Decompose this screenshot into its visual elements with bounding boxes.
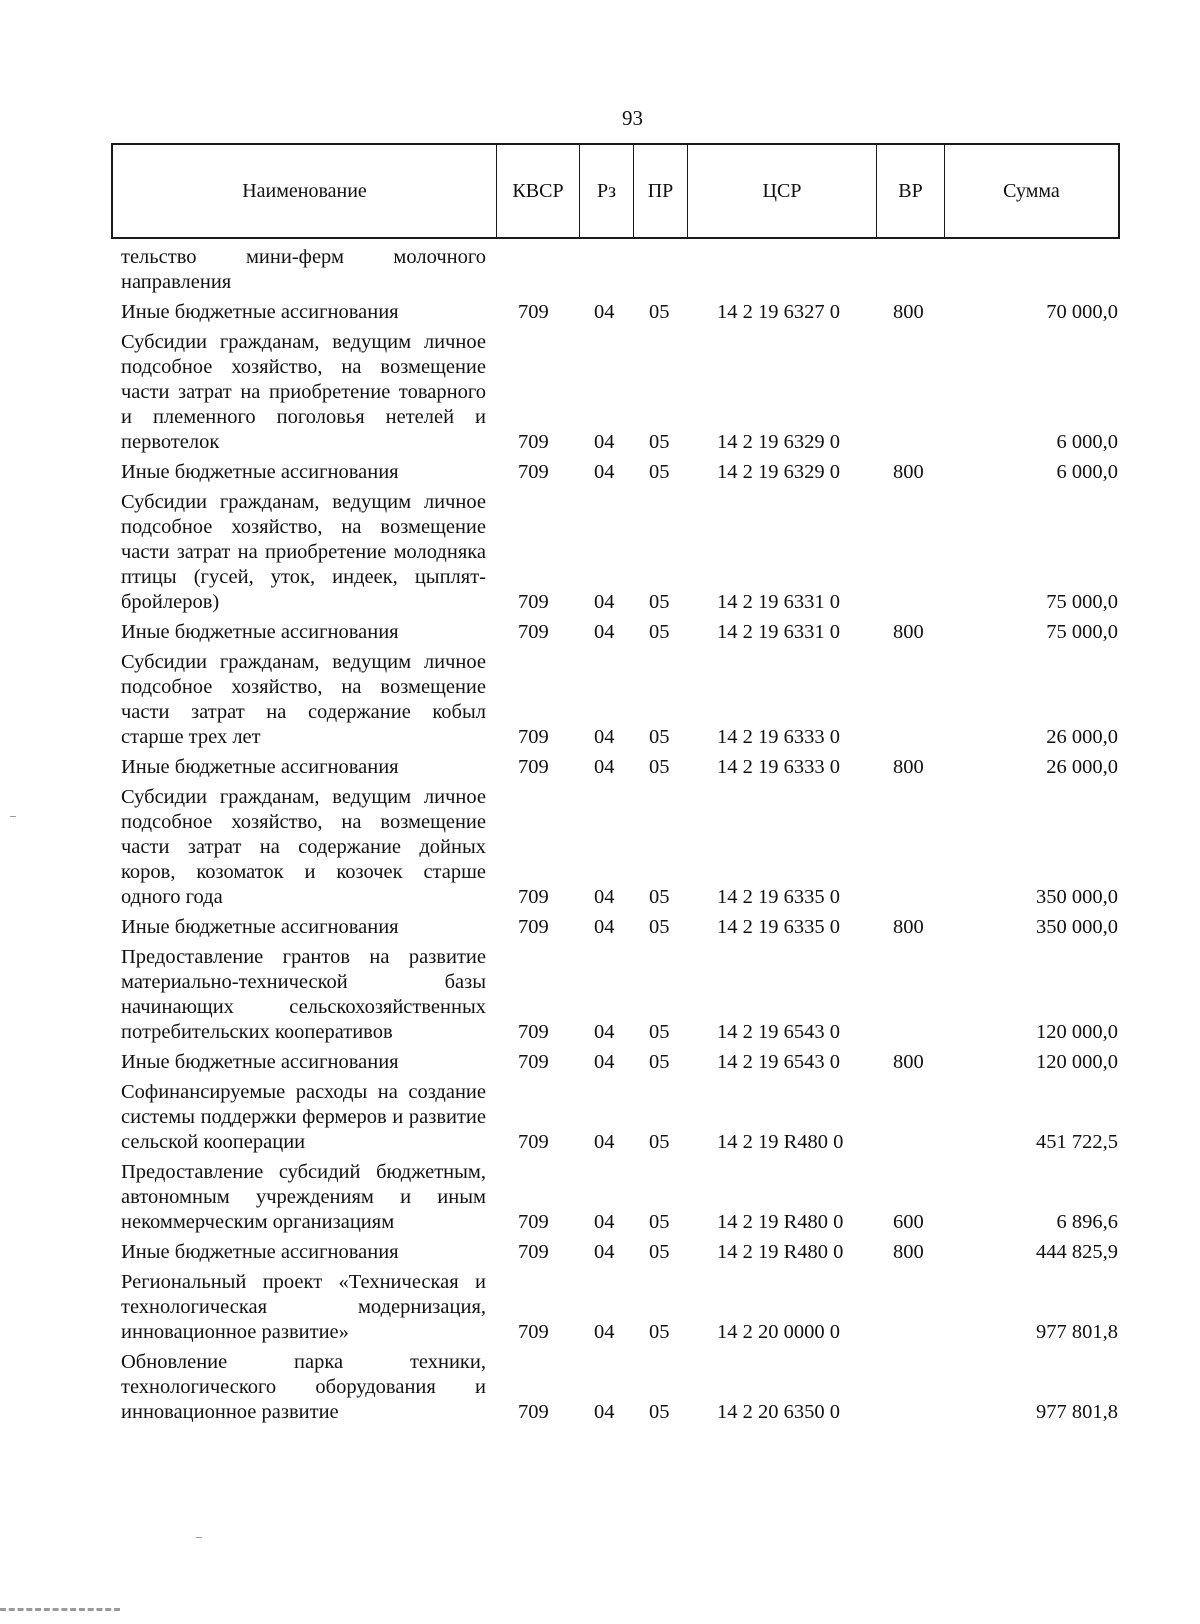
row-name: Предоставление грантов на развитие материально-технической базы начинающих сельскохозяйственных потребительских кооперативов xyxy=(121,946,486,1043)
table-row xyxy=(0,1050,1200,1075)
row-rz: 04 xyxy=(594,1321,615,1343)
row-sum: 977 801,8 xyxy=(1036,1321,1118,1343)
row-pr: 05 xyxy=(649,1321,670,1343)
row-csr: 14 2 19 6335 0 xyxy=(717,916,840,938)
row-csr: 14 2 20 6350 0 xyxy=(717,1401,840,1423)
row-pr: 05 xyxy=(649,1211,670,1233)
row-sum: 6 000,0 xyxy=(1056,461,1118,483)
row-vr: 800 xyxy=(893,621,924,643)
row-name: Иные бюджетные ассигнования xyxy=(121,916,399,938)
row-pr: 05 xyxy=(649,726,670,748)
row-rz: 04 xyxy=(594,1051,615,1073)
row-sum: 120 000,0 xyxy=(1036,1021,1118,1043)
row-pr: 05 xyxy=(649,1051,670,1073)
row-rz: 04 xyxy=(594,1241,615,1263)
row-vr: 800 xyxy=(893,916,924,938)
row-name: Субсидии гражданам, ведущим личное подсобное хозяйство, на возмещение части затрат на содержание дойных коров, козоматок и козочек старше одного года xyxy=(121,786,486,908)
row-kvsr: 709 xyxy=(518,1321,549,1343)
row-kvsr: 709 xyxy=(518,1021,549,1043)
row-vr: 800 xyxy=(893,756,924,778)
row-csr: 14 2 19 6543 0 xyxy=(717,1021,840,1043)
row-pr: 05 xyxy=(649,1131,670,1153)
row-pr: 05 xyxy=(649,756,670,778)
row-rz: 04 xyxy=(594,916,615,938)
row-rz: 04 xyxy=(594,621,615,643)
row-rz: 04 xyxy=(594,756,615,778)
row-kvsr: 709 xyxy=(518,591,549,613)
row-kvsr: 709 xyxy=(518,461,549,483)
row-csr: 14 2 19 6543 0 xyxy=(717,1051,840,1073)
row-kvsr: 709 xyxy=(518,1051,549,1073)
table-row xyxy=(0,490,1200,615)
row-csr: 14 2 19 6329 0 xyxy=(717,431,840,453)
row-sum: 350 000,0 xyxy=(1036,916,1118,938)
table-row xyxy=(0,1160,1200,1235)
row-sum: 977 801,8 xyxy=(1036,1401,1118,1423)
row-name: Иные бюджетные ассигнования xyxy=(121,756,399,778)
table-row xyxy=(0,620,1200,645)
table-row xyxy=(0,245,1200,295)
row-kvsr: 709 xyxy=(518,301,549,323)
header-sum: Сумма xyxy=(1003,179,1060,202)
row-vr: 800 xyxy=(893,1051,924,1073)
table-row xyxy=(0,1350,1200,1425)
row-kvsr: 709 xyxy=(518,886,549,908)
row-kvsr: 709 xyxy=(518,756,549,778)
row-pr: 05 xyxy=(649,1401,670,1423)
row-pr: 05 xyxy=(649,1021,670,1043)
table-row xyxy=(0,300,1200,325)
row-vr: 800 xyxy=(893,461,924,483)
row-csr: 14 2 19 6327 0 xyxy=(717,301,840,323)
row-kvsr: 709 xyxy=(518,916,549,938)
row-sum: 26 000,0 xyxy=(1046,756,1118,778)
row-name: Субсидии гражданам, ведущим личное подсобное хозяйство, на возмещение части затрат на приобретение товарного и племенного поголовья нетелей и первотелок xyxy=(121,331,486,453)
row-rz: 04 xyxy=(594,591,615,613)
table-row xyxy=(0,1270,1200,1345)
row-csr: 14 2 19 R480 0 xyxy=(717,1131,844,1153)
row-rz: 04 xyxy=(594,431,615,453)
row-pr: 05 xyxy=(649,301,670,323)
row-csr: 14 2 19 6331 0 xyxy=(717,621,840,643)
row-rz: 04 xyxy=(594,726,615,748)
row-kvsr: 709 xyxy=(518,726,549,748)
row-sum: 75 000,0 xyxy=(1046,621,1118,643)
row-kvsr: 709 xyxy=(518,1211,549,1233)
table-body xyxy=(0,245,1200,1430)
row-sum: 6 896,6 xyxy=(1056,1211,1118,1233)
row-name: Обновление парка техники, технологического оборудования и инновационное развитие xyxy=(121,1351,486,1423)
row-kvsr: 709 xyxy=(518,621,549,643)
row-sum: 451 722,5 xyxy=(1036,1131,1118,1153)
table-row xyxy=(0,945,1200,1045)
row-pr: 05 xyxy=(649,461,670,483)
row-vr: 600 xyxy=(893,1211,924,1233)
row-name: Иные бюджетные ассигнования xyxy=(121,461,399,483)
table-row xyxy=(0,460,1200,485)
table-row xyxy=(0,1080,1200,1155)
row-pr: 05 xyxy=(649,1241,670,1263)
row-name: Предоставление субсидий бюджетным, автономным учреждениям и иным некоммерческим организациям xyxy=(121,1161,486,1233)
row-rz: 04 xyxy=(594,1131,615,1153)
row-csr: 14 2 19 R480 0 xyxy=(717,1241,844,1263)
row-csr: 14 2 20 0000 0 xyxy=(717,1321,840,1343)
row-sum: 70 000,0 xyxy=(1046,301,1118,323)
row-sum: 444 825,9 xyxy=(1036,1241,1118,1263)
row-kvsr: 709 xyxy=(518,1131,549,1153)
row-kvsr: 709 xyxy=(518,431,549,453)
row-pr: 05 xyxy=(649,916,670,938)
header-name: Наименование xyxy=(113,145,497,237)
row-rz: 04 xyxy=(594,886,615,908)
row-rz: 04 xyxy=(594,1211,615,1233)
row-sum: 120 000,0 xyxy=(1036,1051,1118,1073)
table-header xyxy=(111,143,1120,239)
row-csr: 14 2 19 R480 0 xyxy=(717,1211,844,1233)
header-kvsr: КВСР xyxy=(497,145,580,237)
scan-speck xyxy=(10,816,16,817)
table-row xyxy=(0,915,1200,940)
row-pr: 05 xyxy=(649,621,670,643)
row-rz: 04 xyxy=(594,1401,615,1423)
row-kvsr: 709 xyxy=(518,1241,549,1263)
row-sum: 75 000,0 xyxy=(1046,591,1118,613)
row-name: Иные бюджетные ассигнования xyxy=(121,301,399,323)
table-row xyxy=(0,785,1200,910)
row-sum: 26 000,0 xyxy=(1046,726,1118,748)
row-vr: 800 xyxy=(893,301,924,323)
row-kvsr: 709 xyxy=(518,1401,549,1423)
row-pr: 05 xyxy=(649,431,670,453)
row-name: Субсидии гражданам, ведущим личное подсобное хозяйство, на возмещение части затрат на содержание кобыл старше трех лет xyxy=(121,651,486,748)
row-sum: 6 000,0 xyxy=(1056,431,1118,453)
row-vr: 800 xyxy=(893,1241,924,1263)
table-row xyxy=(0,1240,1200,1265)
row-csr: 14 2 19 6329 0 xyxy=(717,461,840,483)
row-sum: 350 000,0 xyxy=(1036,886,1118,908)
header-pr: ПР xyxy=(634,145,688,237)
row-name: Региональный проект «Техническая и технологическая модернизация, инновационное развитие» xyxy=(121,1271,486,1343)
row-pr: 05 xyxy=(649,591,670,613)
row-csr: 14 2 19 6331 0 xyxy=(717,591,840,613)
row-rz: 04 xyxy=(594,461,615,483)
row-name: Иные бюджетные ассигнования xyxy=(121,1051,399,1073)
row-name: Субсидии гражданам, ведущим личное подсобное хозяйство, на возмещение части затрат на приобретение молодняка птицы (гусей, уток, индеек, цыплят-бройлеров) xyxy=(121,491,486,613)
row-csr: 14 2 19 6333 0 xyxy=(717,726,840,748)
header-rz: Рз xyxy=(580,145,634,237)
row-csr: 14 2 19 6333 0 xyxy=(717,756,840,778)
scan-edge-marks xyxy=(0,1608,120,1615)
row-name: Иные бюджетные ассигнования xyxy=(121,621,399,643)
row-pr: 05 xyxy=(649,886,670,908)
table-row xyxy=(0,650,1200,750)
row-name: Иные бюджетные ассигнования xyxy=(121,1241,399,1263)
row-rz: 04 xyxy=(594,1021,615,1043)
scan-speck xyxy=(196,1537,202,1538)
row-rz: 04 xyxy=(594,301,615,323)
table-row xyxy=(0,330,1200,455)
row-name: Софинансируемые расходы на создание системы поддержки фермеров и развитие сельской кооперации xyxy=(121,1081,486,1153)
row-csr: 14 2 19 6335 0 xyxy=(717,886,840,908)
header-csr: ЦСР xyxy=(688,145,877,237)
header-vr: ВР xyxy=(877,145,945,237)
table-row xyxy=(0,755,1200,780)
page-number: 93 xyxy=(622,106,643,130)
row-name: тельство мини-ферм молочного направления xyxy=(121,246,486,293)
